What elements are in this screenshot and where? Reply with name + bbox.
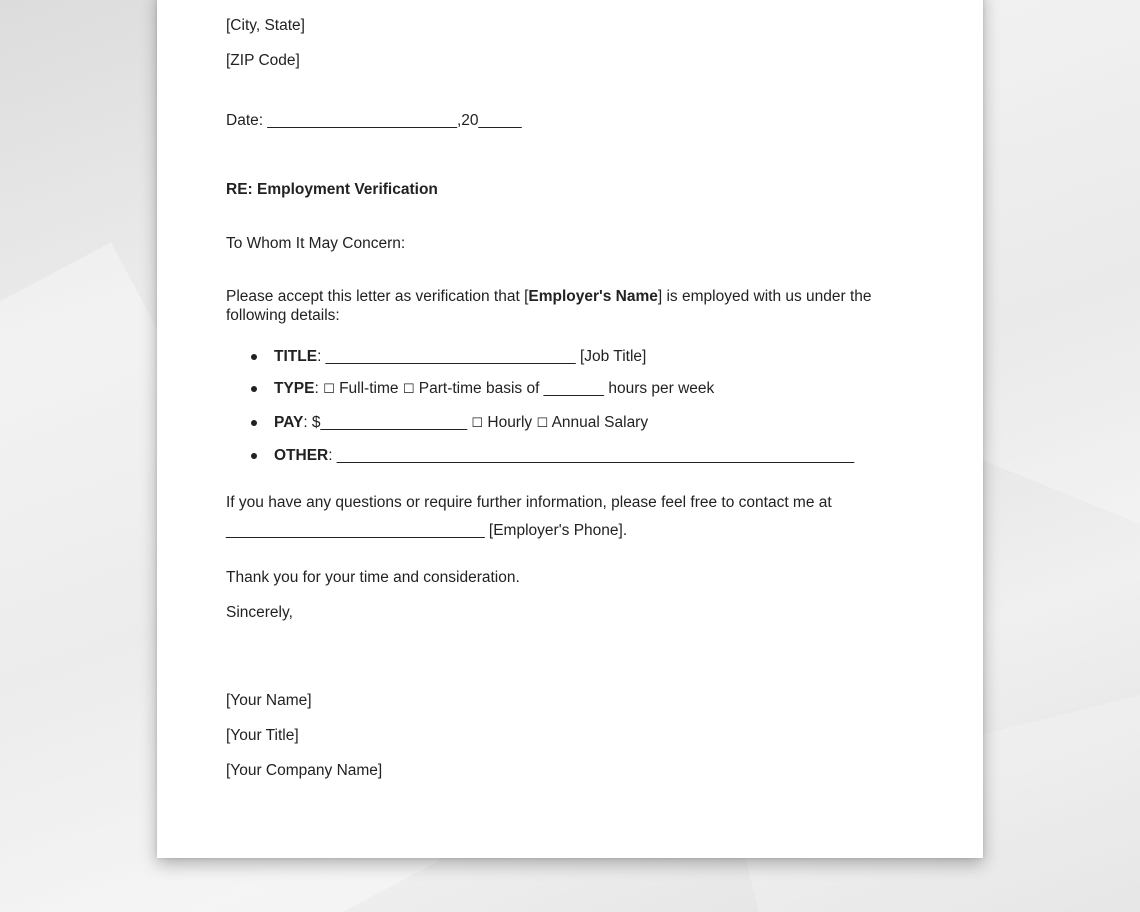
letter-page: [City, State] [ZIP Code] Date: ______________________,20_____ RE: Employment Verification To Whom It May Concern: Please accept this letter as verification that [Employer's Name] is employed with us under the following details: TITLE: _____________________________ [Job Title] TYPE: ☐ Full-time ☐ Part-time basis of _______ hours per week PAY: $_________________ ☐ Hourly ☐ Annual Salary OTHER: ____________________________________________________________ If you have any questions or require further information, please feel free to contact me at ______________________________ [Employer's Phone]. Thank you for your time and consideration. Sincerely, [Your Name] [Your Title] [Your Company Name] [157,0,983,858]
bullet-icon [251,386,257,392]
type-label: TYPE [274,380,315,397]
annual-salary-option: Annual Salary [551,414,649,431]
checkbox-icon: ☐ [323,382,335,397]
pay-blank: : $_________________ [303,414,468,431]
title-blank: : _____________________________ [Job Title] [317,348,647,365]
other-blank: : ____________________________________________________________ [328,447,855,464]
contact-line-1: If you have any questions or require further information, please feel free to contact me at [226,494,832,511]
part-time-option: Part-time basis of _______ hours per week [418,380,715,397]
bullet-icon [251,420,257,426]
subject-line: RE: Employment Verification [226,181,438,198]
pay-label: PAY [274,414,304,431]
city-state-line: [City, State] [226,17,305,34]
checkbox-icon: ☐ [471,416,484,431]
zip-code-line: [ZIP Code] [226,52,300,69]
bullet-icon [251,453,257,459]
bullet-icon [251,354,257,360]
full-time-option: Full-time [339,380,399,397]
hourly-option: Hourly [487,414,533,431]
contact-line-2: ______________________________ [Employer's Phone]. [226,522,628,539]
closing-line: Sincerely, [226,604,293,621]
signature-title: [Your Title] [226,727,299,744]
date-line: Date: ______________________,20_____ [226,112,522,129]
checkbox-icon: ☐ [536,416,549,431]
signature-name: [Your Name] [226,692,312,709]
salutation: To Whom It May Concern: [226,235,406,252]
signature-company: [Your Company Name] [226,762,383,779]
thanks-line: Thank you for your time and consideration. [226,569,520,586]
intro-paragraph: Please accept this letter as verification that [Employer's Name] is employed with us under the following details: [226,288,872,324]
other-label: OTHER [274,447,329,464]
title-label: TITLE [274,348,318,365]
employer-name-placeholder: Employer's Name [528,288,658,305]
checkbox-icon: ☐ [402,382,415,397]
